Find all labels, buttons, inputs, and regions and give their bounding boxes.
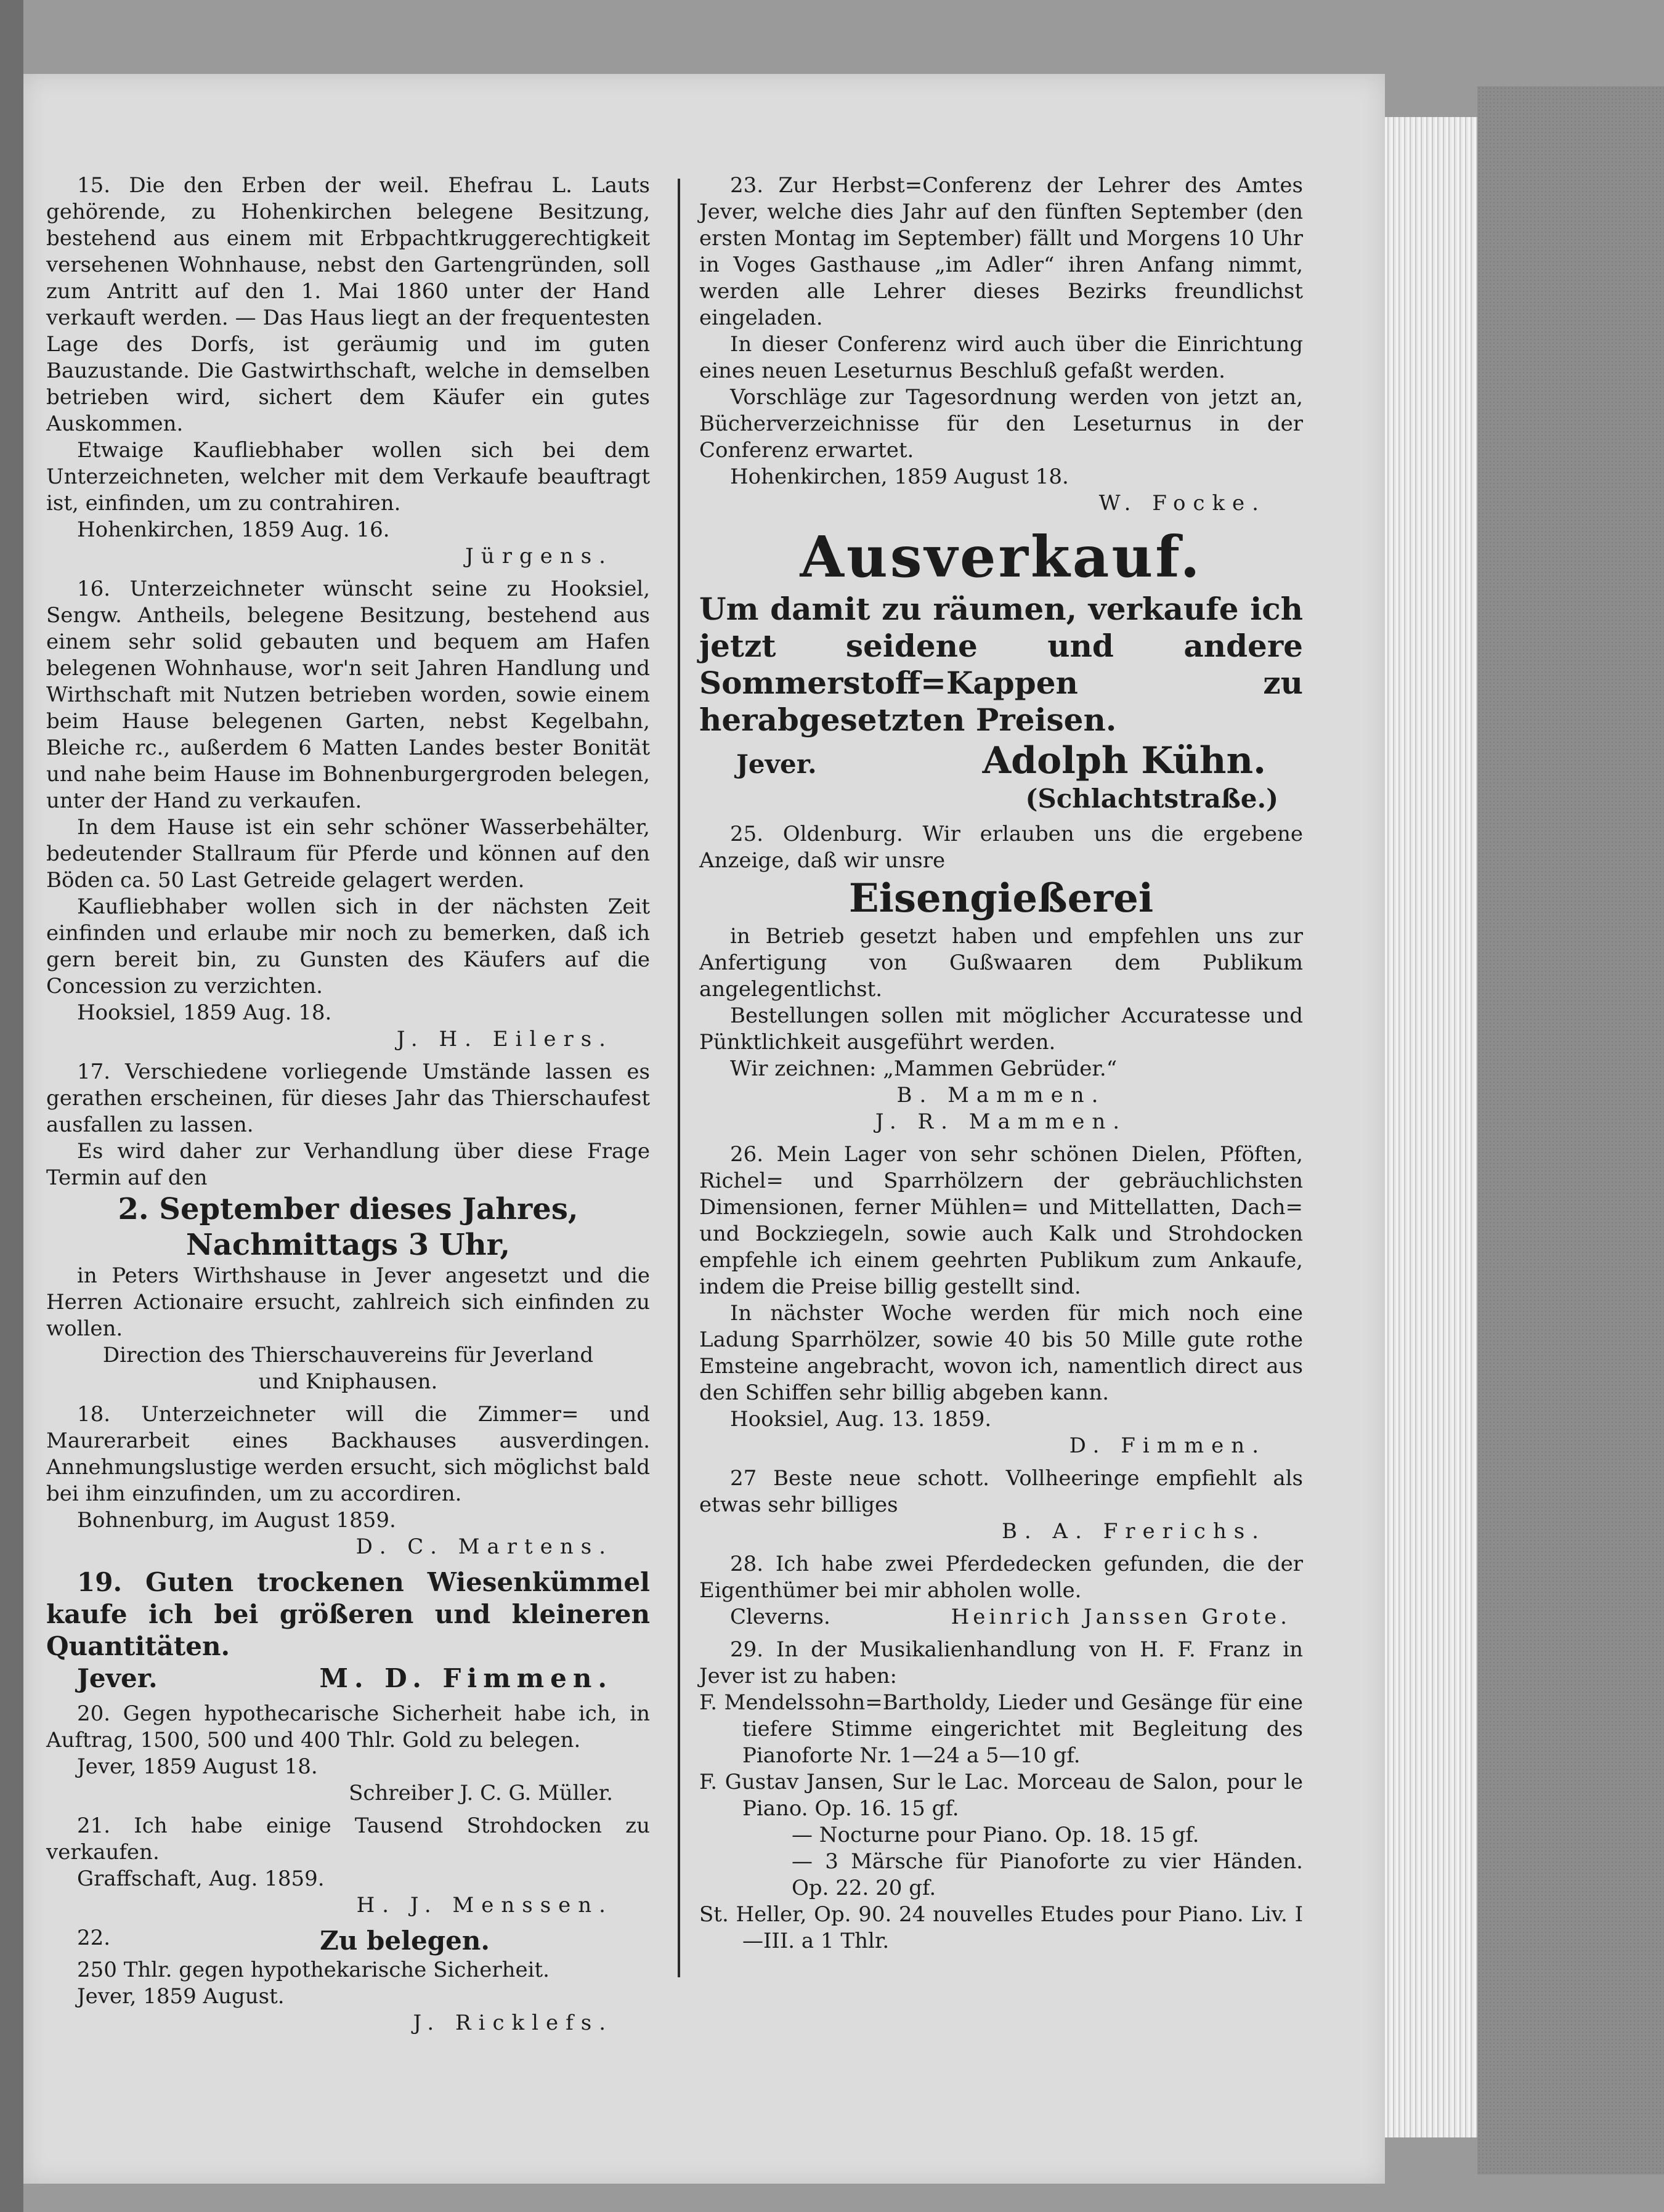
ad-23-text-2: In dieser Conferenz wird auch über die Einrichtung eines neuen Leseturnus Beschluß gefaßt werden. xyxy=(699,332,1303,383)
ad-22-number: 22. xyxy=(77,1926,111,1950)
music-list-item: — 3 Märsche für Pianoforte zu vier Händen. Op. 22. 20 gf. xyxy=(792,1849,1303,1900)
ad-25-text: 25. Oldenburg. Wir erlauben uns die ergebene Anzeige, daß wir unsre xyxy=(699,822,1303,873)
ad-24 xyxy=(699,523,1303,815)
ad-28-place: Cleverns. xyxy=(730,1605,830,1629)
ad-23-signature: W. Focke. xyxy=(1098,491,1266,516)
ad-20-date: Jever, 1859 August 18. xyxy=(77,1754,318,1779)
ad-25-text-4: Wir zeichnen: „Mammen Gebrüder.“ xyxy=(730,1056,1118,1081)
ad-27 xyxy=(699,1465,1303,1545)
ad-17 xyxy=(46,1059,650,1395)
ad-26-date: Hooksiel, Aug. 13. 1859. xyxy=(730,1407,992,1432)
ad-15 xyxy=(46,172,650,570)
ad-28-text: 28. Ich habe zwei Pferdedecken gefunden, die der Eigenthümer bei mir abholen wolle. xyxy=(699,1552,1303,1603)
ad-17-signature-1: Direction des Thierschauvereins für Jeverland xyxy=(102,1343,594,1367)
ad-24-address: (Schlachtstraße.) xyxy=(1025,784,1278,814)
ad-21-date: Graffschaft, Aug. 1859. xyxy=(77,1866,325,1891)
ad-15-text: 15. Die den Erben der weil. Ehefrau L. Lauts gehörende, zu Hohenkirchen belegene Besitzung, bestehend aus einem mit Erbpachtkruggerechtigkeit versehenen Wohnhause, nebst den Gartengründen, soll zum Antritt auf den 1. Mai 1860 unter der Hand verkauft werden. — Das Haus liegt an der frequentesten Lage des Dorfs, ist geräumig und im guten Bauzustande. Die Gastwirthschaft, welche in demselben betrieben wird, sichert dem Käufer ein gutes Auskommen. xyxy=(46,173,650,436)
book-page-edges xyxy=(1385,117,1477,2137)
ad-19-signature: M. D. Fimmen. xyxy=(319,1663,613,1693)
scan-left-edge xyxy=(0,0,23,2212)
ad-22 xyxy=(46,1925,650,2036)
ad-25-headline: Eisengießerei xyxy=(848,875,1154,922)
ad-17-date-headline: 2. September dieses Jahres, xyxy=(118,1192,578,1226)
ad-22-text: 250 Thlr. gegen hypothekarische Sicherheit. xyxy=(77,1958,550,1982)
ad-19 xyxy=(46,1566,650,1695)
ad-15-text-2: Etwaige Kaufliebhaber wollen sich bei dem Unterzeichneten, welcher mit dem Verkaufe beauftragt ist, einfinden, um zu contrahiren. xyxy=(46,438,650,516)
ad-22-date: Jever, 1859 August. xyxy=(77,1984,285,2009)
ad-25 xyxy=(699,821,1303,1135)
music-list-item: St. Heller, Op. 90. 24 nouvelles Etudes pour Piano. Liv. I—III. a 1 Thlr. xyxy=(699,1902,1303,1953)
ad-18 xyxy=(46,1401,650,1560)
ad-28 xyxy=(699,1551,1303,1631)
ad-18-date: Bohnenburg, im August 1859. xyxy=(77,1508,396,1533)
ad-20-signature: Schreiber J. C. G. Müller. xyxy=(349,1781,613,1805)
ad-16-text-2: In dem Hause ist ein sehr schöner Wasserbehälter, bedeutender Stallraum für Pferde und können auf den Böden ca. 50 Last Getreide gelagert werden. xyxy=(46,815,650,893)
left-column xyxy=(46,172,650,2036)
ad-16-date: Hooksiel, 1859 Aug. 18. xyxy=(77,1000,332,1025)
ad-17-time-headline: Nachmittags 3 Uhr, xyxy=(185,1228,511,1262)
ad-23-date: Hohenkirchen, 1859 August 18. xyxy=(730,464,1069,489)
ad-26-text-2: In nächster Woche werden für mich noch eine Ladung Sparrhölzer, sowie 40 bis 50 Mille gute rothe Emsteine angebracht, wovon ich, namentlich direct aus den Schiffen sehr billig abgeben kann. xyxy=(699,1301,1303,1405)
ad-15-date: Hohenkirchen, 1859 Aug. 16. xyxy=(77,517,390,542)
ad-26 xyxy=(699,1141,1303,1459)
ad-27-text: 27 Beste neue schott. Vollheeringe empfiehlt als etwas sehr billiges xyxy=(699,1466,1303,1517)
ad-16-text-3: Kaufliebhaber wollen sich in der nächsten Zeit einfinden und erlaube mir noch zu bemerken, daß ich gern bereit bin, zu Gunsten des Käufers auf die Concession zu verzichten. xyxy=(46,894,650,999)
ad-21 xyxy=(46,1813,650,1919)
ad-20 xyxy=(46,1701,650,1807)
ad-19-text: 19. Guten trockenen Wiesenkümmel kaufe ich bei größeren und kleineren Quantitäten. xyxy=(46,1567,650,1661)
ad-26-text: 26. Mein Lager von sehr schönen Dielen, Pföften, Richel= und Sparrhölzern der gebräuchlichsten Dimensionen, ferner Mühlen= und Mittellatten, Dach= und Bockziegeln, sowie auch Kalk und Strohdocken empfehle ich einem geehrten Publikum zum Ankaufe, indem die Preise billig gestellt sind. xyxy=(699,1142,1303,1299)
ad-17-text-3: in Peters Wirthshause in Jever angesetzt und die Herren Actionaire ersucht, zahlreich sich einfinden zu wollen. xyxy=(46,1263,650,1341)
ad-26-signature: D. Fimmen. xyxy=(1069,1433,1266,1458)
ad-25-text-2: in Betrieb gesetzt haben und empfehlen uns zur Anfertigung von Gußwaaren dem Publikum angelegentlichst. xyxy=(699,924,1303,1002)
column-divider xyxy=(678,179,680,1977)
ad-21-signature: H. J. Menssen. xyxy=(356,1893,613,1918)
ad-16-signature: J. H. Eilers. xyxy=(396,1027,613,1051)
ad-27-signature: B. A. Frerichs. xyxy=(1001,1519,1266,1544)
ad-25-signature-2: J. R. Mammen. xyxy=(875,1109,1127,1134)
ad-16 xyxy=(46,576,650,1053)
book-cover xyxy=(1477,86,1664,2174)
ad-23-text-3: Vorschläge zur Tagesordnung werden von jetzt an, Bücherverzeichnisse für den Leseturnus in der Conferenz erwartet. xyxy=(699,385,1303,463)
ad-17-text-2: Es wird daher zur Verhandlung über diese Frage Termin auf den xyxy=(46,1139,650,1190)
ad-22-headline: Zu belegen. xyxy=(320,1926,490,1956)
ad-29 xyxy=(699,1637,1303,1955)
ad-23-text: 23. Zur Herbst=Conferenz der Lehrer des Amtes Jever, welche dies Jahr auf den fünften September (den ersten Montag im September) fällt und Morgens 10 Uhr in Voges Gasthause „im Adler“ ihren Anfang nimmt, werden alle Lehrer dieses Bezirks freundlichst eingeladen. xyxy=(699,173,1303,330)
ad-24-headline: Ausverkauf. xyxy=(800,524,1203,590)
ad-16-text: 16. Unterzeichneter wünscht seine zu Hooksiel, Sengw. Antheils, belegene Besitzung, bestehend aus einem sehr solid gebauten und bequem am Hafen belegenen Wohnhause, wor'n seit Jahren Handlung und Wirthschaft mit Nutzen betrieben worden, sowie einem beim Hause belegenen Garten, nebst Kegelbahn, Bleiche rc., außerdem 6 Matten Landes bester Bonität und nahe beim Hause im Bohnenburgergroden belegen, unter der Hand zu verkaufen. xyxy=(46,577,650,813)
music-list-item: — Nocturne pour Piano. Op. 18. 15 gf. xyxy=(792,1823,1199,1847)
ad-15-signature: Jürgens. xyxy=(465,544,613,569)
ad-29-text: 29. In der Musikalienhandlung von H. F. Franz in Jever ist zu haben: xyxy=(699,1637,1303,1688)
music-list-item: F. Mendelssohn=Bartholdy, Lieder und Gesänge für eine tiefere Stimme eingerichtet mit Begleitung des Pianoforte Nr. 1—24 a 5—10 gf. xyxy=(699,1690,1303,1768)
right-column xyxy=(699,172,1303,1955)
ad-25-signature-1: B. Mammen. xyxy=(896,1083,1106,1108)
ad-17-text: 17. Verschiedene vorliegende Umstände lassen es gerathen erscheinen, für dieses Jahr das Thierschaufest ausfallen zu lassen. xyxy=(46,1059,650,1137)
ad-23 xyxy=(699,172,1303,517)
music-list-item: F. Gustav Jansen, Sur le Lac. Morceau de Salon, pour le Piano. Op. 16. 15 gf. xyxy=(699,1770,1303,1821)
ad-25-text-3: Bestellungen sollen mit möglicher Accuratesse und Pünktlichkeit ausgeführt werden. xyxy=(699,1003,1303,1055)
ad-21-text: 21. Ich habe einige Tausend Strohdocken zu verkaufen. xyxy=(46,1813,650,1865)
ad-18-signature: D. C. Martens. xyxy=(355,1534,613,1559)
ad-20-text: 20. Gegen hypothecarische Sicherheit habe ich, in Auftrag, 1500, 500 und 400 Thlr. Gold zu belegen. xyxy=(46,1701,650,1752)
ad-24-place: Jever. xyxy=(736,749,817,779)
ad-24-merchant-name: Adolph Kühn. xyxy=(982,739,1266,782)
ad-22-signature: J. Ricklefs. xyxy=(413,2011,613,2035)
ad-17-signature-2: und Kniphausen. xyxy=(258,1369,438,1394)
ad-28-signature: Heinrich Janssen Grote. xyxy=(951,1605,1291,1629)
ad-18-text: 18. Unterzeichneter will die Zimmer= und Maurerarbeit eines Backhauses ausverdingen. Annehmungslustige werden ersucht, sich möglichst bald bei ihm einzufinden, um zu accordiren. xyxy=(46,1402,650,1506)
ad-19-place: Jever. xyxy=(77,1663,158,1693)
ad-24-text: Um damit zu räumen, verkaufe ich jetzt seidene und andere Sommerstoff=Kappen zu herabgesetzten Preisen. xyxy=(699,591,1303,738)
